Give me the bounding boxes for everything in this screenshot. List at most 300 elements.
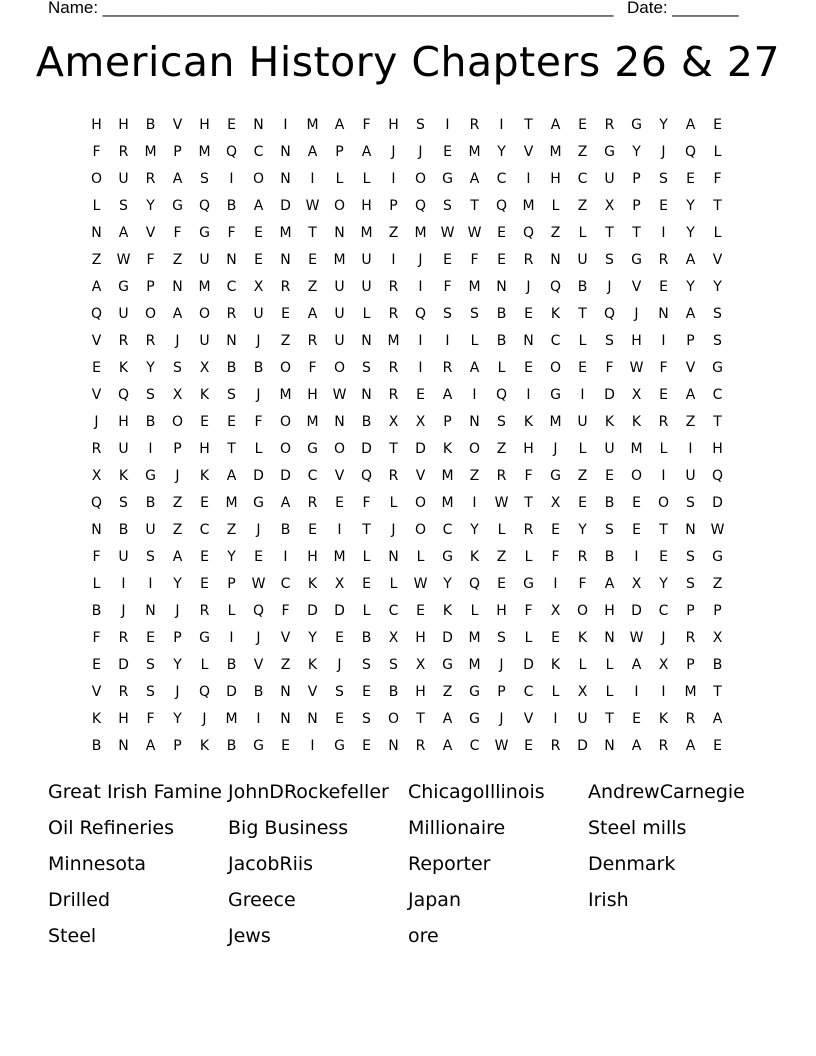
- word-bank-row: [48, 812, 768, 848]
- grid-letter: U: [577, 711, 588, 727]
- grid-letter: Y: [173, 711, 182, 727]
- grid-letter: V: [415, 468, 426, 484]
- grid-letter: Y: [686, 198, 695, 214]
- grid-letter: T: [713, 414, 722, 430]
- grid-letter: C: [226, 279, 237, 295]
- grid-letter: K: [631, 414, 642, 430]
- grid-letter: E: [335, 711, 344, 727]
- grid-letter: M: [198, 144, 211, 160]
- word-bank-item: Reporter: [408, 853, 491, 875]
- grid-letter: D: [442, 630, 453, 646]
- grid-letter: B: [118, 522, 129, 538]
- grid-row: [83, 490, 731, 517]
- grid-letter: E: [632, 495, 641, 511]
- grid-letter: K: [118, 468, 129, 484]
- grid-letter: G: [604, 144, 615, 160]
- grid-letter: G: [118, 279, 129, 295]
- grid-letter: V: [523, 144, 534, 160]
- grid-letter: I: [553, 576, 558, 592]
- grid-letter: I: [526, 387, 531, 403]
- word-bank-item: Drilled: [48, 889, 111, 911]
- grid-letter: F: [659, 360, 668, 376]
- grid-row: [83, 598, 731, 625]
- grid-letter: T: [605, 225, 614, 241]
- grid-letter: J: [175, 468, 180, 484]
- grid-letter: I: [634, 684, 639, 700]
- grid-letter: E: [578, 117, 587, 133]
- grid-letter: K: [118, 360, 129, 376]
- grid-letter: G: [442, 171, 453, 187]
- grid-letter: Q: [117, 387, 130, 403]
- grid-letter: E: [362, 684, 371, 700]
- grid-letter: X: [658, 657, 669, 673]
- grid-letter: J: [202, 711, 207, 727]
- grid-letter: N: [388, 549, 399, 565]
- grid-letter: P: [173, 738, 182, 754]
- grid-letter: M: [549, 144, 562, 160]
- grid-letter: V: [172, 117, 183, 133]
- grid-letter: F: [308, 360, 317, 376]
- grid-letter: I: [310, 738, 315, 754]
- word-bank-item: AndrewCarnegie: [588, 781, 745, 803]
- grid-letter: G: [199, 225, 210, 241]
- grid-letter: E: [443, 144, 452, 160]
- grid-letter: R: [415, 738, 426, 754]
- grid-letter: N: [280, 252, 291, 268]
- grid-letter: E: [659, 549, 668, 565]
- grid-letter: N: [685, 522, 696, 538]
- grid-letter: S: [200, 171, 209, 187]
- grid-letter: Q: [711, 468, 724, 484]
- word-bank-item: Minnesota: [48, 853, 147, 875]
- grid-letter: Y: [659, 117, 668, 133]
- grid-letter: O: [90, 171, 103, 187]
- grid-letter: C: [280, 576, 291, 592]
- grid-letter: Y: [227, 549, 236, 565]
- grid-letter: P: [146, 279, 155, 295]
- grid-letter: S: [605, 252, 614, 268]
- grid-letter: W: [710, 522, 725, 538]
- grid-letter: Z: [550, 225, 561, 241]
- grid-letter: S: [686, 576, 695, 592]
- grid-letter: E: [227, 117, 236, 133]
- grid-letter: Q: [90, 306, 103, 322]
- grid-letter: V: [91, 387, 102, 403]
- grid-letter: O: [333, 441, 346, 457]
- grid-letter: I: [553, 711, 558, 727]
- grid-letter: O: [171, 414, 184, 430]
- grid-letter: F: [362, 495, 371, 511]
- grid-letter: N: [604, 738, 615, 754]
- grid-letter: S: [713, 306, 722, 322]
- grid-row: [83, 733, 731, 760]
- grid-letter: B: [361, 630, 372, 646]
- grid-letter: X: [91, 468, 102, 484]
- grid-letter: A: [307, 144, 318, 160]
- grid-letter: O: [414, 171, 427, 187]
- grid-letter: Z: [685, 414, 696, 430]
- grid-letter: A: [685, 117, 696, 133]
- grid-letter: T: [362, 522, 371, 538]
- grid-letter: N: [334, 414, 345, 430]
- grid-letter: A: [280, 495, 291, 511]
- grid-letter: J: [526, 279, 531, 295]
- grid-row: [83, 139, 731, 166]
- grid-letter: E: [686, 171, 695, 187]
- page-title: American History Chapters 26 & 27: [35, 38, 781, 86]
- grid-letter: B: [253, 684, 264, 700]
- grid-letter: T: [605, 711, 614, 727]
- grid-letter: A: [442, 711, 453, 727]
- grid-letter: Z: [577, 468, 588, 484]
- grid-letter: P: [686, 657, 695, 673]
- word-bank-item: Big Business: [228, 817, 349, 839]
- grid-letter: F: [443, 279, 452, 295]
- grid-letter: L: [470, 333, 479, 349]
- grid-letter: E: [362, 738, 371, 754]
- grid-letter: S: [173, 360, 182, 376]
- grid-letter: R: [523, 252, 534, 268]
- grid-letter: V: [712, 252, 723, 268]
- grid-letter: C: [253, 144, 264, 160]
- grid-letter: O: [549, 360, 562, 376]
- grid-letter: E: [281, 306, 290, 322]
- grid-letter: N: [280, 684, 291, 700]
- grid-letter: U: [118, 441, 129, 457]
- grid-letter: J: [175, 684, 180, 700]
- grid-letter: E: [92, 360, 101, 376]
- grid-letter: D: [253, 468, 264, 484]
- grid-letter: U: [361, 252, 372, 268]
- grid-letter: X: [388, 414, 399, 430]
- grid-letter: B: [280, 522, 291, 538]
- grid-letter: I: [688, 441, 693, 457]
- grid-row: [83, 625, 731, 652]
- grid-letter: G: [307, 441, 318, 457]
- grid-letter: O: [279, 360, 292, 376]
- grid-letter: F: [362, 117, 371, 133]
- grid-letter: W: [467, 225, 482, 241]
- grid-letter: I: [661, 684, 666, 700]
- grid-letter: M: [468, 144, 481, 160]
- grid-letter: W: [251, 576, 266, 592]
- grid-letter: A: [172, 306, 183, 322]
- grid-letter: I: [445, 333, 450, 349]
- grid-letter: L: [524, 549, 533, 565]
- grid-letter: W: [305, 198, 320, 214]
- grid-letter: O: [279, 441, 292, 457]
- grid-letter: L: [605, 657, 614, 673]
- grid-letter: V: [334, 468, 345, 484]
- grid-letter: I: [580, 387, 585, 403]
- grid-letter: U: [361, 279, 372, 295]
- grid-letter: K: [577, 630, 588, 646]
- grid-letter: X: [253, 279, 264, 295]
- grid-letter: G: [631, 117, 642, 133]
- grid-letter: X: [172, 387, 183, 403]
- grid-letter: R: [307, 333, 318, 349]
- grid-letter: C: [577, 171, 588, 187]
- grid-letter: A: [91, 279, 102, 295]
- grid-letter: R: [658, 414, 669, 430]
- grid-letter: I: [526, 171, 531, 187]
- grid-letter: R: [550, 738, 561, 754]
- grid-letter: I: [229, 630, 234, 646]
- grid-letter: S: [713, 333, 722, 349]
- grid-letter: S: [443, 198, 452, 214]
- grid-letter: J: [256, 630, 261, 646]
- grid-letter: X: [712, 630, 723, 646]
- grid-letter: P: [686, 333, 695, 349]
- grid-letter: N: [388, 738, 399, 754]
- grid-letter: S: [605, 333, 614, 349]
- grid-letter: D: [118, 657, 129, 673]
- grid-letter: R: [496, 468, 507, 484]
- grid-letter: E: [497, 225, 506, 241]
- grid-letter: D: [415, 441, 426, 457]
- grid-letter: S: [335, 684, 344, 700]
- word-bank-row: [48, 920, 768, 956]
- grid-letter: M: [225, 711, 238, 727]
- grid-row: [83, 328, 731, 355]
- grid-letter: A: [145, 738, 156, 754]
- grid-letter: F: [92, 630, 101, 646]
- grid-letter: F: [146, 711, 155, 727]
- grid-letter: Y: [443, 576, 452, 592]
- grid-letter: K: [604, 414, 615, 430]
- grid-letter: M: [414, 225, 427, 241]
- date-field-label: Date: _______: [627, 0, 739, 17]
- grid-letter: L: [254, 441, 263, 457]
- grid-letter: L: [578, 657, 587, 673]
- grid-letter: L: [497, 522, 506, 538]
- grid-letter: E: [551, 630, 560, 646]
- grid-letter: W: [629, 630, 644, 646]
- grid-letter: S: [443, 306, 452, 322]
- word-bank-item: JacobRiis: [228, 853, 314, 875]
- grid-letter: I: [121, 576, 126, 592]
- grid-letter: M: [279, 225, 292, 241]
- grid-letter: D: [523, 657, 534, 673]
- grid-letter: M: [468, 279, 481, 295]
- grid-row: [83, 706, 731, 733]
- grid-letter: T: [578, 306, 587, 322]
- grid-letter: T: [227, 441, 236, 457]
- grid-letter: H: [118, 711, 129, 727]
- grid-letter: R: [469, 117, 480, 133]
- grid-letter: N: [604, 630, 615, 646]
- grid-letter: A: [469, 171, 480, 187]
- grid-letter: M: [549, 414, 562, 430]
- grid-letter: M: [441, 468, 454, 484]
- grid-letter: A: [253, 198, 264, 214]
- grid-row: [83, 436, 731, 463]
- grid-letter: B: [226, 360, 237, 376]
- grid-letter: N: [658, 306, 669, 322]
- grid-letter: A: [118, 225, 129, 241]
- grid-row: [83, 112, 731, 139]
- grid-letter: G: [712, 360, 723, 376]
- grid-letter: C: [550, 333, 561, 349]
- grid-letter: E: [200, 576, 209, 592]
- grid-letter: S: [497, 630, 506, 646]
- grid-letter: R: [604, 117, 615, 133]
- grid-letter: O: [387, 711, 400, 727]
- grid-letter: J: [661, 144, 666, 160]
- grid-letter: E: [578, 495, 587, 511]
- grid-letter: S: [146, 657, 155, 673]
- grid-letter: U: [334, 279, 345, 295]
- grid-letter: V: [685, 360, 696, 376]
- grid-letter: S: [146, 387, 155, 403]
- grid-letter: I: [256, 711, 261, 727]
- grid-letter: G: [334, 738, 345, 754]
- word-bank-item: Japan: [408, 889, 461, 911]
- grid-letter: P: [173, 441, 182, 457]
- grid-letter: J: [256, 333, 261, 349]
- word-bank-item: Great Irish Famine: [48, 781, 222, 803]
- grid-row: [83, 355, 731, 382]
- grid-letter: P: [443, 414, 452, 430]
- grid-letter: X: [334, 576, 345, 592]
- grid-letter: U: [118, 549, 129, 565]
- grid-letter: G: [469, 711, 480, 727]
- grid-letter: A: [226, 468, 237, 484]
- grid-letter: E: [308, 252, 317, 268]
- grid-letter: T: [713, 684, 722, 700]
- grid-letter: H: [388, 117, 399, 133]
- grid-letter: Q: [468, 576, 481, 592]
- grid-letter: J: [499, 657, 504, 673]
- grid-letter: Q: [495, 387, 508, 403]
- grid-letter: G: [550, 468, 561, 484]
- grid-letter: I: [661, 225, 666, 241]
- grid-letter: S: [389, 657, 398, 673]
- grid-row: [83, 247, 731, 274]
- grid-letter: L: [389, 576, 398, 592]
- grid-letter: I: [472, 387, 477, 403]
- grid-letter: Z: [496, 549, 507, 565]
- grid-letter: B: [226, 198, 237, 214]
- word-bank-row: [48, 848, 768, 884]
- grid-letter: Z: [388, 225, 399, 241]
- grid-letter: B: [604, 495, 615, 511]
- grid-letter: B: [496, 333, 507, 349]
- grid-letter: E: [416, 387, 425, 403]
- grid-letter: X: [388, 630, 399, 646]
- grid-letter: D: [712, 495, 723, 511]
- grid-letter: Y: [308, 630, 317, 646]
- word-bank: [48, 776, 768, 956]
- grid-letter: J: [661, 630, 666, 646]
- grid-letter: J: [175, 603, 180, 619]
- grid-letter: F: [227, 225, 236, 241]
- grid-letter: H: [415, 630, 426, 646]
- grid-letter: A: [685, 738, 696, 754]
- grid-letter: U: [118, 171, 129, 187]
- grid-letter: F: [578, 576, 587, 592]
- grid-letter: I: [418, 360, 423, 376]
- word-bank-item: Jews: [228, 925, 271, 947]
- grid-letter: E: [632, 711, 641, 727]
- grid-letter: H: [604, 603, 615, 619]
- grid-letter: B: [361, 414, 372, 430]
- grid-letter: H: [307, 387, 318, 403]
- grid-letter: H: [712, 441, 723, 457]
- grid-letter: X: [415, 414, 426, 430]
- grid-letter: R: [442, 360, 453, 376]
- grid-letter: A: [469, 360, 480, 376]
- grid-letter: E: [713, 738, 722, 754]
- grid-letter: E: [362, 576, 371, 592]
- grid-letter: H: [118, 414, 129, 430]
- grid-letter: Z: [577, 198, 588, 214]
- grid-letter: Z: [280, 657, 291, 673]
- grid-letter: Q: [414, 306, 427, 322]
- grid-letter: G: [631, 252, 642, 268]
- grid-letter: P: [227, 576, 236, 592]
- grid-letter: P: [686, 603, 695, 619]
- grid-letter: G: [442, 657, 453, 673]
- grid-letter: G: [550, 387, 561, 403]
- grid-letter: L: [227, 603, 236, 619]
- grid-letter: B: [388, 684, 399, 700]
- grid-letter: E: [497, 252, 506, 268]
- grid-letter: H: [199, 441, 210, 457]
- grid-letter: X: [604, 198, 615, 214]
- grid-letter: O: [144, 306, 157, 322]
- grid-letter: W: [440, 225, 455, 241]
- grid-letter: A: [685, 306, 696, 322]
- grid-letter: T: [524, 117, 533, 133]
- grid-letter: T: [659, 522, 668, 538]
- grid-letter: R: [685, 711, 696, 727]
- grid-letter: I: [661, 333, 666, 349]
- grid-letter: Y: [173, 576, 182, 592]
- grid-letter: J: [553, 441, 558, 457]
- grid-letter: I: [229, 171, 234, 187]
- grid-letter: K: [442, 441, 453, 457]
- grid-letter: X: [415, 657, 426, 673]
- grid-letter: Q: [360, 468, 373, 484]
- grid-letter: I: [148, 576, 153, 592]
- grid-letter: X: [631, 576, 642, 592]
- grid-letter: F: [524, 603, 533, 619]
- grid-letter: I: [418, 279, 423, 295]
- grid-row: [83, 193, 731, 220]
- grid-letter: T: [524, 495, 533, 511]
- grid-letter: D: [280, 198, 291, 214]
- grid-letter: G: [469, 684, 480, 700]
- grid-letter: F: [92, 549, 101, 565]
- grid-letter: Y: [659, 576, 668, 592]
- grid-row: [83, 220, 731, 247]
- grid-letter: B: [577, 279, 588, 295]
- grid-letter: N: [253, 117, 264, 133]
- grid-letter: U: [253, 306, 264, 322]
- grid-letter: D: [361, 441, 372, 457]
- letter-grid: [83, 112, 731, 760]
- grid-letter: O: [333, 198, 346, 214]
- grid-letter: P: [173, 144, 182, 160]
- grid-letter: S: [146, 549, 155, 565]
- grid-letter: B: [226, 657, 237, 673]
- grid-letter: H: [118, 117, 129, 133]
- grid-letter: L: [362, 306, 371, 322]
- grid-letter: S: [470, 306, 479, 322]
- grid-letter: Q: [252, 603, 265, 619]
- grid-letter: E: [524, 306, 533, 322]
